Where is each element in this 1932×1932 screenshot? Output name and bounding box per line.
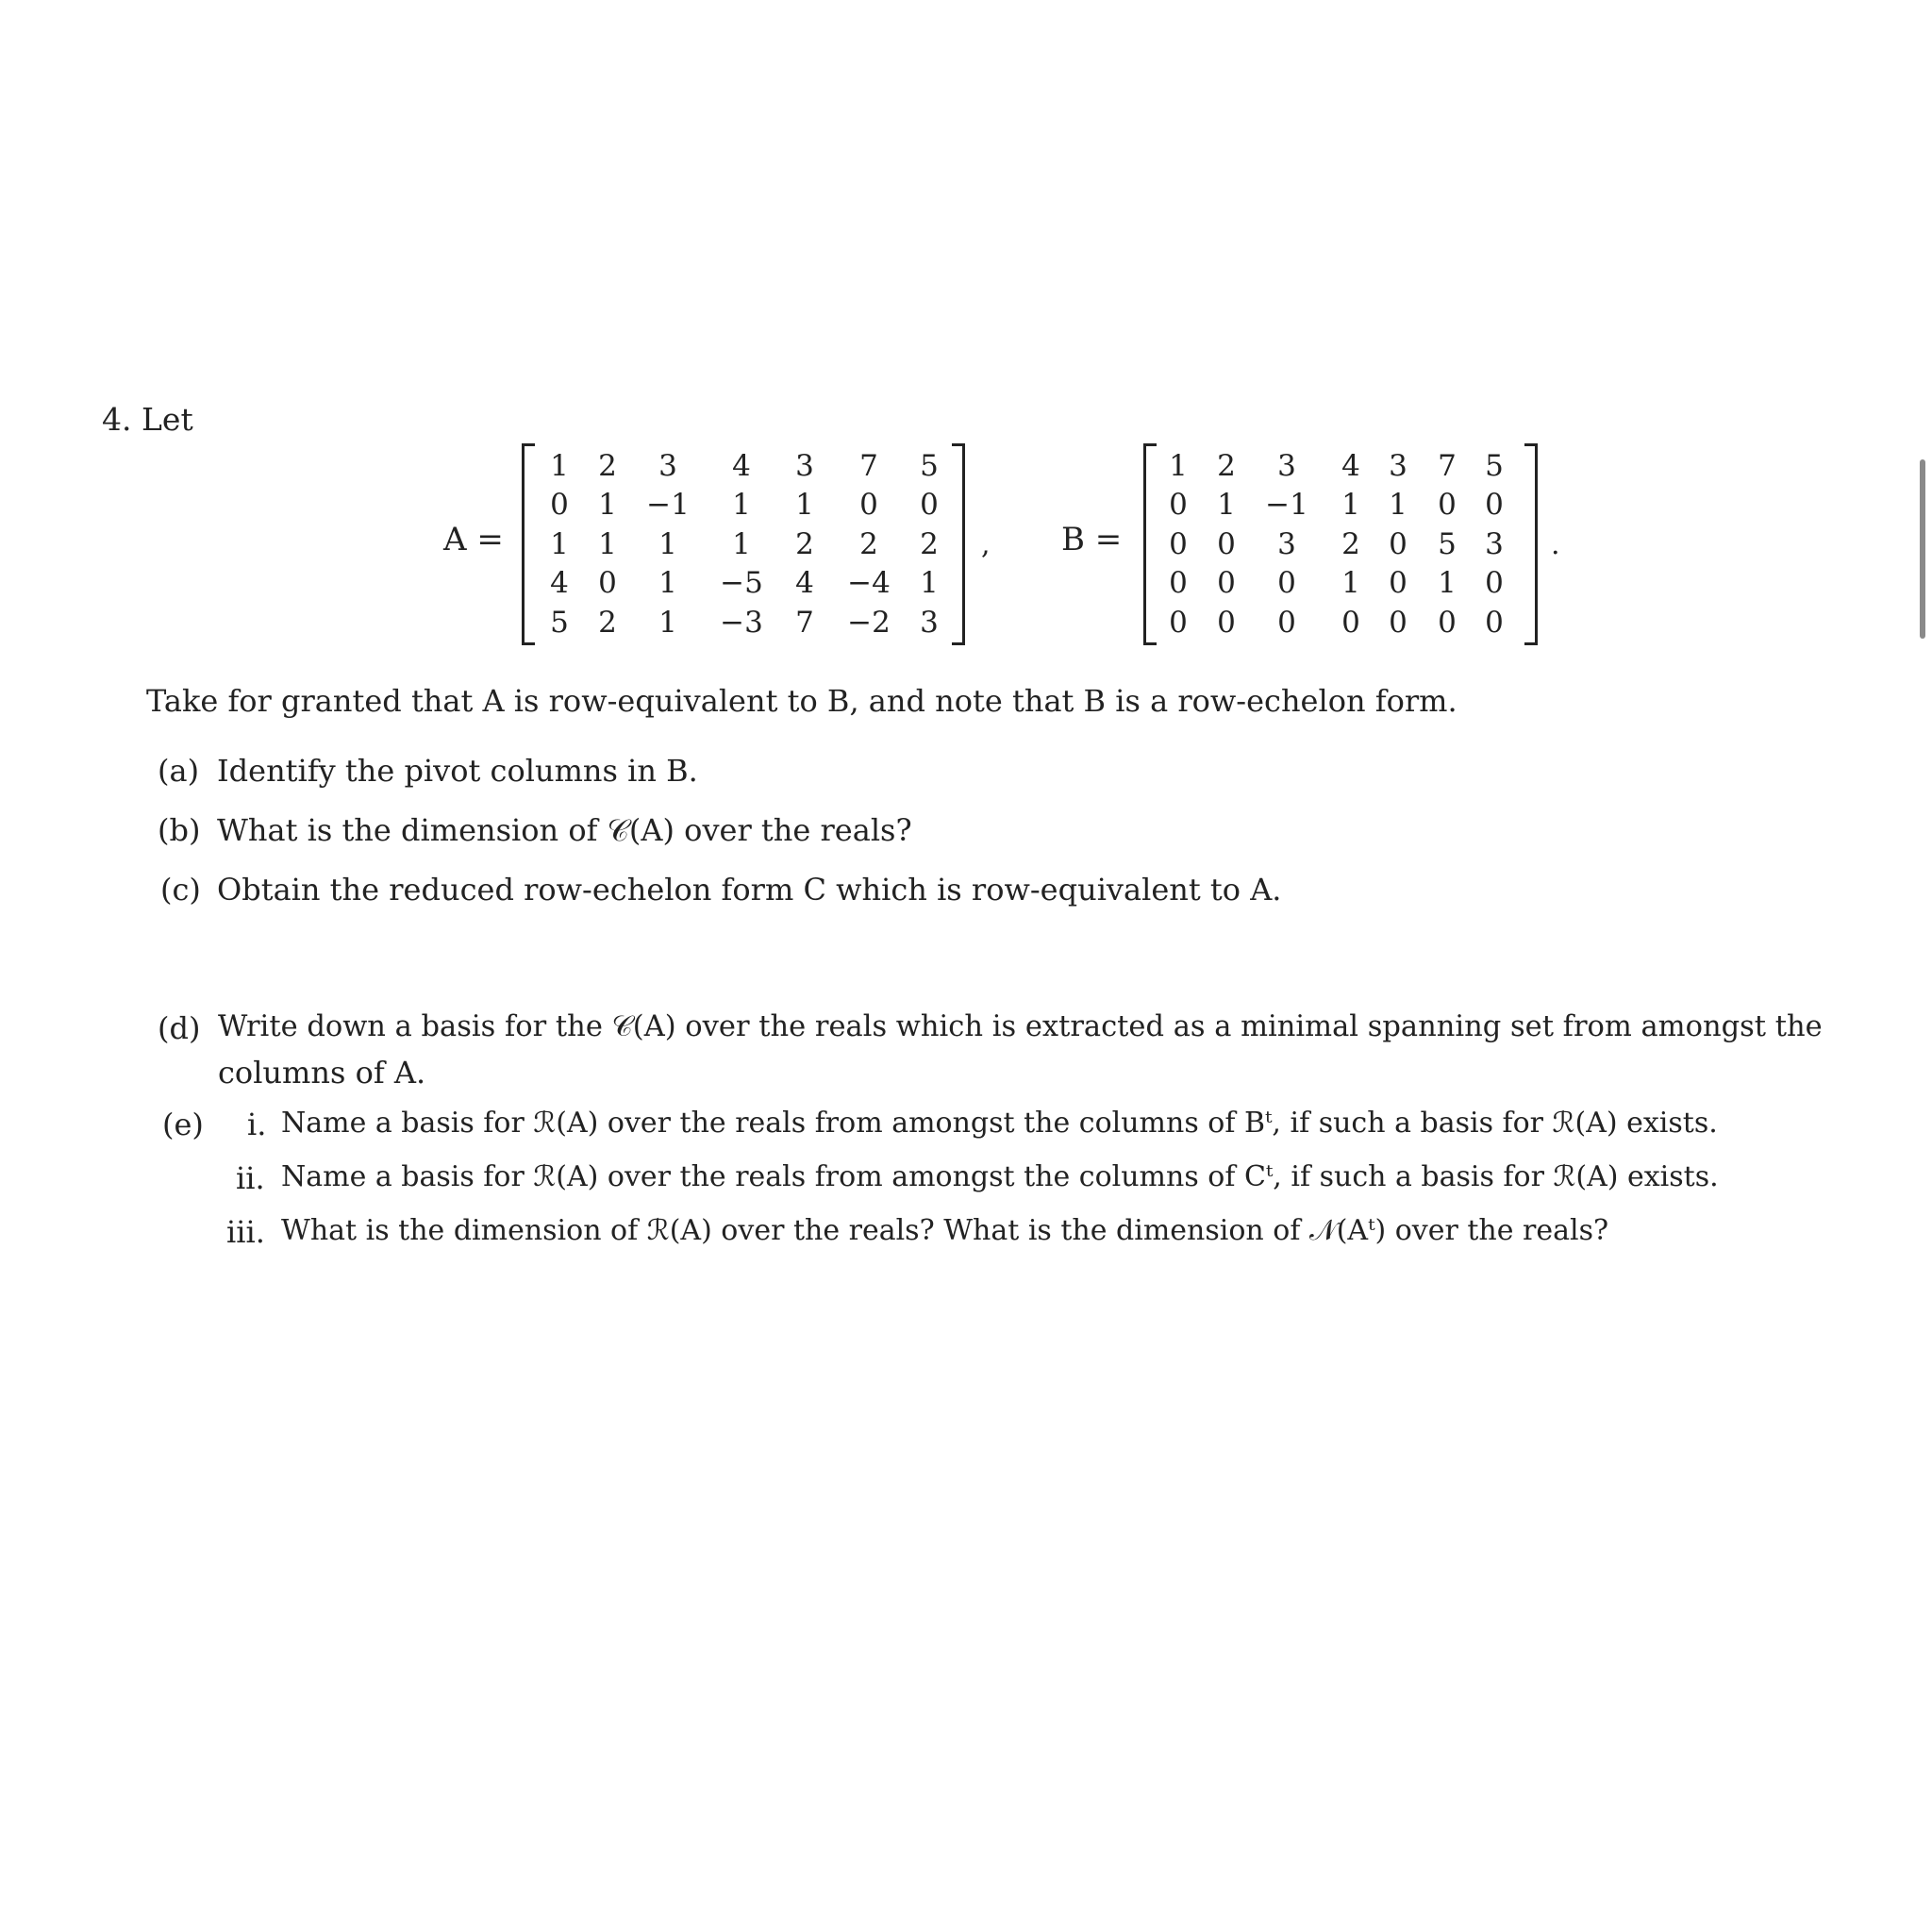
problem-number-text: 4. [102, 401, 132, 438]
matrix-b-cell: 0 [1341, 606, 1360, 640]
matrix-b-grid [1143, 447, 1538, 640]
matrix-b-cell: 0 [1169, 566, 1188, 600]
matrix-separator-period: . [1551, 528, 1560, 561]
matrix-b-cell: 0 [1389, 527, 1407, 561]
matrix-b-cell: −1 [1265, 488, 1308, 522]
matrix-a-cell: 2 [859, 527, 878, 561]
matrix-b-cell: 1 [1389, 488, 1407, 522]
matrix-a-cell: 1 [658, 606, 677, 640]
matrix-b-cell: 0 [1389, 606, 1407, 640]
matrix-a-cell: 3 [795, 449, 814, 483]
question-a-label: (a) [158, 753, 200, 789]
matrix-a-label: A = [443, 521, 504, 558]
matrix-b-cell: 1 [1169, 449, 1188, 483]
matrix-b-cell: 0 [1485, 606, 1504, 640]
matrix-a-cell: 4 [795, 566, 814, 600]
matrix-a-cell: 3 [658, 449, 677, 483]
matrix-a [522, 443, 965, 641]
matrix-a-right-bracket [952, 443, 965, 645]
matrix-a-cell: 1 [550, 527, 569, 561]
matrix-b-cell: 3 [1485, 527, 1504, 561]
question-d-line2: columns of A. [218, 1055, 426, 1091]
matrix-b-cell: 0 [1217, 606, 1236, 640]
matrix-b-cell: 0 [1438, 606, 1457, 640]
matrix-a-cell: 2 [598, 606, 617, 640]
matrix-a-cell: −2 [847, 606, 891, 640]
question-e-i-label: i. [247, 1107, 267, 1142]
matrix-a-cell: 1 [550, 449, 569, 483]
matrix-b-cell: 2 [1217, 449, 1236, 483]
question-e-iii-text: What is the dimension of ℛ(A) over the reals? What is the dimension of 𝒩(Aᵗ) over the reals? [281, 1214, 1609, 1247]
matrix-a-cell: 1 [658, 527, 677, 561]
matrix-a-cell: 3 [920, 606, 939, 640]
question-e-ii-label: ii. [236, 1160, 265, 1196]
matrix-a-cell: −5 [720, 566, 763, 600]
matrix-b-cell: 0 [1169, 488, 1188, 522]
matrix-b-label: B = [1061, 521, 1123, 558]
matrix-b-cell: 0 [1438, 488, 1457, 522]
matrix-b-cell: 3 [1389, 449, 1407, 483]
question-a-text: Identify the pivot columns in B. [217, 753, 698, 789]
matrix-b-cell: 0 [1277, 566, 1296, 600]
matrix-a-cell: −3 [720, 606, 763, 640]
matrix-b-cell: 3 [1277, 527, 1296, 561]
matrix-a-cell: 5 [920, 449, 939, 483]
matrix-b-cell: 1 [1438, 566, 1457, 600]
matrix-b [1143, 443, 1538, 641]
matrix-a-cell: 4 [550, 566, 569, 600]
matrix-a-cell: 2 [795, 527, 814, 561]
matrix-separator-comma: , [981, 528, 991, 561]
question-e-iii-label: iii. [226, 1214, 265, 1250]
vertical-scrollbar[interactable] [1920, 459, 1925, 639]
matrix-a-cell: 1 [598, 488, 617, 522]
matrix-a-cell: 1 [658, 566, 677, 600]
question-e-ii-text: Name a basis for ℛ(A) over the reals from amongst the columns of Cᵗ, if such a basis for ℛ(A) exists. [281, 1160, 1719, 1193]
matrix-b-cell: 0 [1485, 566, 1504, 600]
matrix-b-cell: 0 [1217, 527, 1236, 561]
matrix-b-cell: 2 [1341, 527, 1360, 561]
matrix-a-cell: 1 [732, 527, 751, 561]
question-d-line1: Write down a basis for the 𝒞(A) over the reals which is extracted as a minimal spanning set from amongst the [218, 1010, 1823, 1043]
matrix-b-cell: 0 [1169, 527, 1188, 561]
matrix-b-cell: 7 [1438, 449, 1457, 483]
question-d-label: (d) [158, 1010, 201, 1046]
matrix-a-cell: 0 [920, 488, 939, 522]
matrix-a-cell: 1 [920, 566, 939, 600]
question-e-label: (e) [162, 1107, 204, 1142]
question-c-label: (c) [160, 872, 201, 908]
question-e-i-text: Name a basis for ℛ(A) over the reals from amongst the columns of Bᵗ, if such a basis for ℛ(A) exists. [281, 1107, 1718, 1140]
question-b-text: What is the dimension of 𝒞(A) over the reals? [217, 812, 912, 848]
matrix-b-cell: 0 [1389, 566, 1407, 600]
matrix-a-cell: 1 [598, 527, 617, 561]
matrix-a-cell: −4 [847, 566, 891, 600]
matrix-a-cell: 5 [550, 606, 569, 640]
matrix-b-cell: 5 [1438, 527, 1457, 561]
matrix-b-right-bracket [1524, 443, 1538, 645]
matrix-a-grid [522, 447, 965, 640]
matrix-b-cell: 0 [1169, 606, 1188, 640]
problem-number [102, 401, 193, 438]
question-c-text: Obtain the reduced row-echelon form C which is row-equivalent to A. [217, 872, 1282, 908]
matrix-a-cell: 0 [859, 488, 878, 522]
matrix-b-cell: 5 [1485, 449, 1504, 483]
matrix-b-cell: 4 [1341, 449, 1360, 483]
matrix-a-cell: 2 [598, 449, 617, 483]
matrix-a-cell: 7 [859, 449, 878, 483]
matrix-b-cell: 0 [1277, 606, 1296, 640]
matrix-b-cell: 1 [1341, 566, 1360, 600]
matrix-a-cell: 1 [732, 488, 751, 522]
statement: Take for granted that A is row-equivalent to B, and note that B is a row-echelon form. [146, 683, 1457, 719]
matrix-a-cell: 4 [732, 449, 751, 483]
matrix-b-cell: 3 [1277, 449, 1296, 483]
matrix-a-cell: 0 [550, 488, 569, 522]
problem-intro: Let [142, 401, 193, 438]
matrix-a-cell: 2 [920, 527, 939, 561]
matrix-b-cell: 1 [1341, 488, 1360, 522]
matrix-b-cell: 0 [1485, 488, 1504, 522]
matrix-a-cell: −1 [646, 488, 690, 522]
question-b-label: (b) [158, 812, 201, 848]
matrix-a-cell: 0 [598, 566, 617, 600]
matrix-a-cell: 7 [795, 606, 814, 640]
matrix-a-cell: 1 [795, 488, 814, 522]
matrix-b-cell: 0 [1217, 566, 1236, 600]
matrix-b-cell: 1 [1217, 488, 1236, 522]
